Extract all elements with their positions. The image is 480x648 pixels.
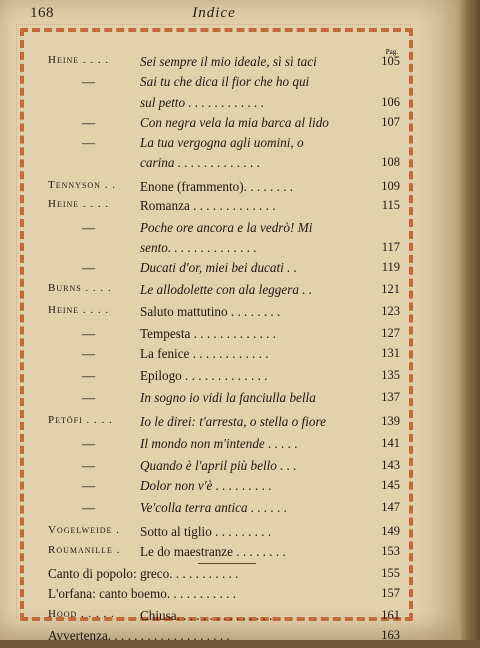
ditto-dash: — (82, 390, 96, 405)
entry-author: Vogelweide . (48, 524, 120, 536)
entry-page-number: 149 (381, 524, 400, 538)
entry-title: Io le direi: t'arresta, o stella o fiore (140, 414, 326, 429)
pag-label: Pag. (385, 48, 398, 56)
index-entry (48, 478, 400, 498)
ditto-dash: — (82, 458, 96, 473)
book-spine-edge (458, 0, 480, 640)
entry-title: Ducati d'or, miei bei ducati . . (140, 260, 298, 275)
entry-page-number: 145 (381, 478, 400, 492)
index-entry (48, 260, 400, 280)
ditto-dash: — (82, 115, 96, 130)
entry-title: Avvertenza. . . . . . . . . . . . . . . . . . . (48, 628, 230, 643)
index-entry (48, 326, 400, 346)
entry-title: Dolor non v'è . . . . . . . . . (140, 478, 272, 493)
index-entry (48, 54, 400, 74)
ditto-dash: — (82, 260, 96, 275)
entry-title: Quando è l'april più bello . . . (140, 458, 297, 473)
ditto-dash: — (82, 368, 96, 383)
index-entry (48, 586, 400, 606)
entry-title: Il mondo non m'intende . . . . . (140, 436, 298, 451)
entry-page-number: 121 (381, 282, 400, 296)
entry-title: Le do maestranze . . . . . . . . (140, 544, 286, 559)
page-number: 168 (30, 5, 54, 21)
index-entry (48, 95, 400, 115)
entry-page-number: 147 (381, 500, 400, 514)
entry-page-number: 163 (381, 628, 400, 642)
entry-author: Heine . . . . (48, 304, 110, 316)
entry-page-number: 141 (381, 436, 400, 450)
entry-page-number: 161 (381, 608, 400, 622)
entry-page-number: 127 (381, 326, 400, 340)
entry-page-number: 105 (381, 54, 400, 68)
index-entry (48, 198, 400, 218)
entry-author: Petöfi . . . . (48, 414, 113, 426)
index-entry (48, 179, 400, 199)
ditto-dash: — (82, 220, 96, 235)
entry-page-number: 143 (381, 458, 400, 472)
index-entry (48, 544, 400, 564)
index-entry (48, 390, 400, 410)
entry-page-number: 106 (381, 95, 400, 109)
entry-title: La tua vergogna agli uomini, o (140, 135, 304, 150)
entry-title: Tempesta . . . . . . . . . . . . . (140, 326, 277, 341)
entry-title: Epilogo . . . . . . . . . . . . . (140, 368, 268, 383)
index-entry (48, 628, 400, 648)
index-entry (48, 155, 400, 175)
entry-page-number: 115 (381, 198, 400, 212)
entry-title: Chiusa. . . . . . . . . . . . . . . (140, 608, 273, 623)
index-entry (48, 524, 400, 544)
entry-title: Le allodolette con ala leggera . . (140, 282, 313, 297)
entry-author: Hood . . . . . (48, 608, 115, 620)
index-entry (48, 368, 400, 388)
index-entry (48, 282, 400, 302)
index-entry (48, 458, 400, 478)
entry-page-number: 157 (381, 586, 400, 600)
entry-title: Sai tu che dica il fior che ho qui (140, 74, 310, 89)
entry-title: sul petto . . . . . . . . . . . . (140, 95, 265, 110)
entry-title: La fenice . . . . . . . . . . . . (140, 346, 269, 361)
entry-title: sento. . . . . . . . . . . . . . (140, 240, 257, 255)
index-entry (48, 436, 400, 456)
entry-title: Sei sempre il mio ideale, sì sì taci (140, 54, 317, 69)
entry-page-number: 108 (381, 155, 400, 169)
ditto-dash: — (82, 436, 96, 451)
index-entry (48, 135, 400, 155)
entry-page-number: 155 (381, 566, 400, 580)
index-entry (48, 500, 400, 520)
entry-title: Sotto al tiglio . . . . . . . . . (140, 524, 272, 539)
entry-author: Heine . . . . (48, 198, 110, 210)
index-entry (48, 74, 400, 94)
entry-title: Canto di popolo: greco. . . . . . . . . . . (48, 566, 239, 581)
entry-title: Ve'colla terra antica . . . . . . (140, 500, 288, 515)
entry-page-number: 137 (381, 390, 400, 404)
entry-title: carina . . . . . . . . . . . . . (140, 155, 261, 170)
closing-rule (198, 563, 256, 564)
ditto-dash: — (82, 74, 96, 89)
entry-page-number: 109 (381, 179, 400, 193)
index-entry (48, 115, 400, 135)
entry-author: Tennyson . . (48, 179, 116, 191)
index-entry (48, 566, 400, 586)
ditto-dash: — (82, 478, 96, 493)
entry-author: Heine . . . . (48, 54, 110, 66)
entry-title: L'orfana: canto boemo. . . . . . . . . . . (48, 586, 237, 601)
index-entry (48, 414, 400, 434)
ditto-dash: — (82, 500, 96, 515)
entry-title: Romanza . . . . . . . . . . . . . (140, 198, 276, 213)
entry-page-number: 123 (381, 304, 400, 318)
ditto-dash: — (82, 346, 96, 361)
ditto-dash: — (82, 326, 96, 341)
entry-title: Con negra vela la mia barca al lido (140, 115, 329, 130)
entry-title: Saluto mattutino . . . . . . . . (140, 304, 281, 319)
index-entry (48, 220, 400, 240)
entry-page-number: 139 (381, 414, 400, 428)
entry-author: Burns . . . . (48, 282, 112, 294)
entry-page-number: 117 (381, 240, 400, 254)
entry-page-number: 131 (381, 346, 400, 360)
entry-title: Enone (frammento). . . . . . . . (140, 179, 294, 194)
index-entry (48, 346, 400, 366)
entry-page-number: 135 (381, 368, 400, 382)
entry-page-number: 153 (381, 544, 400, 558)
page-header (24, 5, 404, 25)
index-entry (48, 240, 400, 260)
running-title: Indice (192, 5, 236, 21)
entry-title: In sogno io vidi la fanciulla bella (140, 390, 316, 405)
entry-author: Roumanille . (48, 544, 121, 556)
ditto-dash: — (82, 135, 96, 150)
index-entry (48, 608, 400, 628)
index-entry (48, 304, 400, 324)
entry-page-number: 107 (381, 115, 400, 129)
entry-title: Poche ore ancora e la vedrò! Mi (140, 220, 313, 235)
entry-page-number: 119 (381, 260, 400, 274)
